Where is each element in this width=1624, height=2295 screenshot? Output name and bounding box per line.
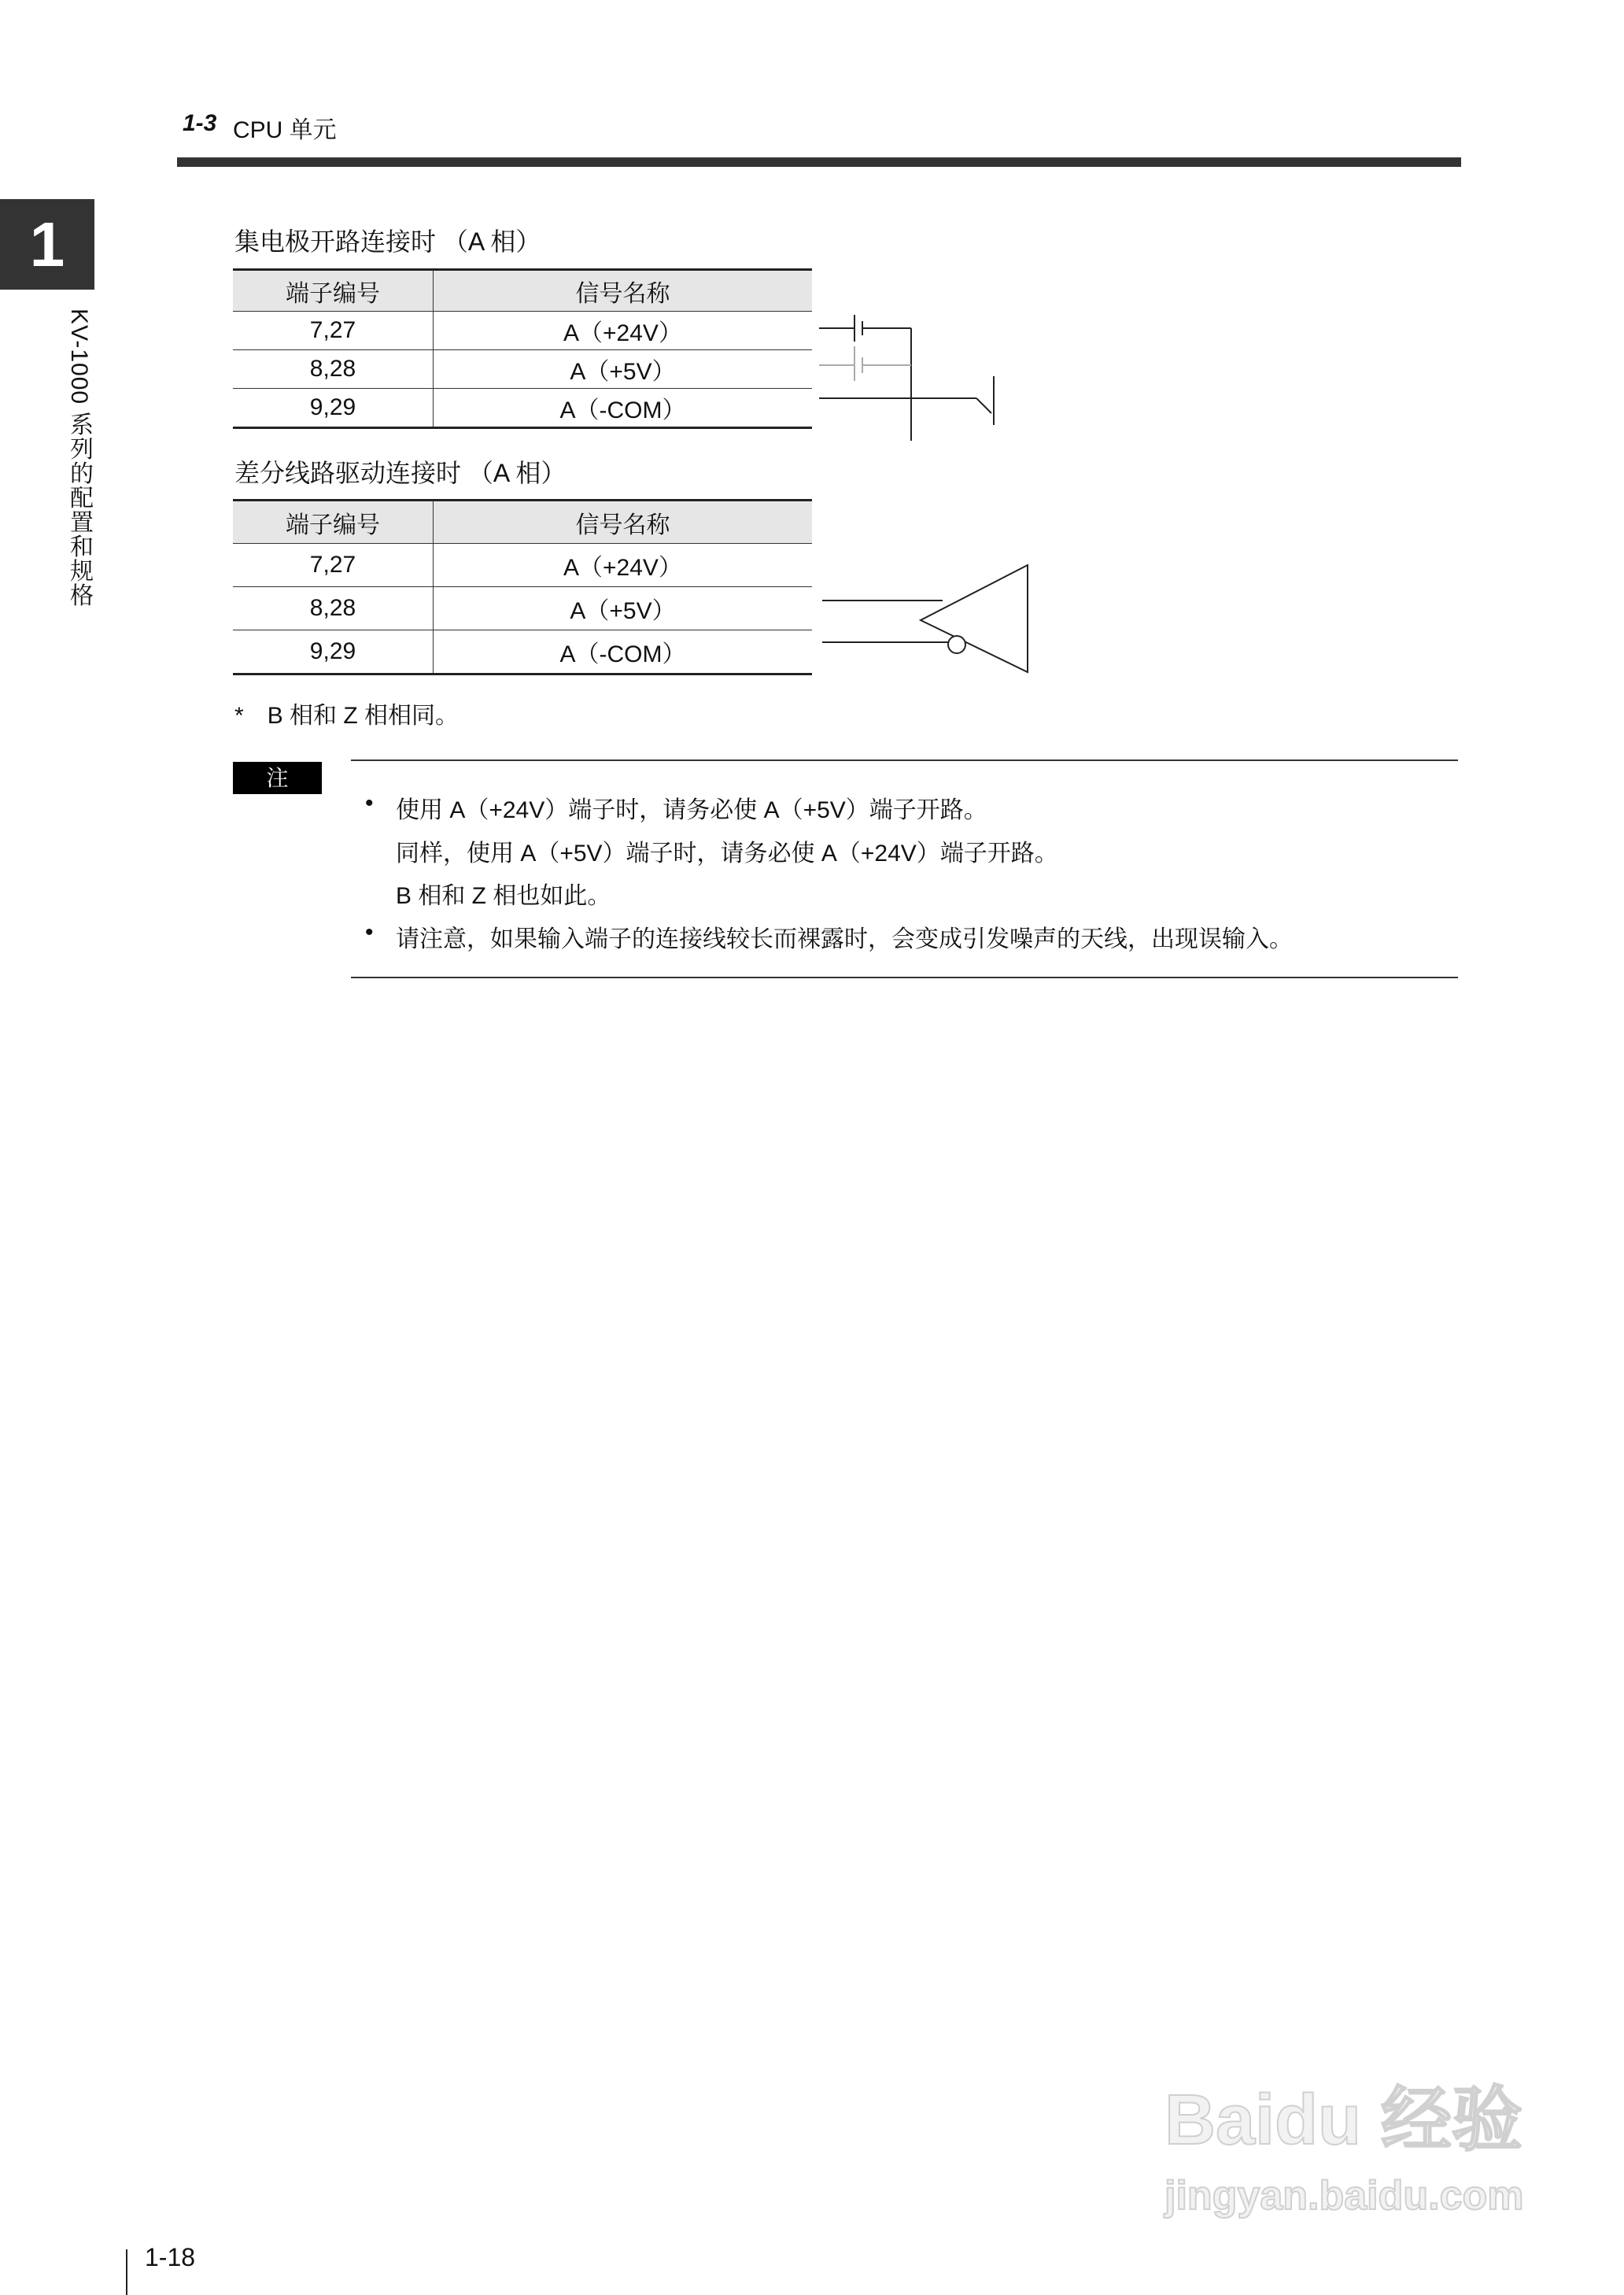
open-collector-diagram <box>817 315 1013 445</box>
column-header: 信号名称 <box>434 270 813 312</box>
open-collector-table <box>233 268 812 429</box>
terminal-cell: 9,29 <box>233 630 434 674</box>
table-row <box>233 587 812 630</box>
table-row <box>233 350 812 389</box>
note-line: 请注意，如果输入端子的连接线较长而裸露时，会变成引发噪声的天线，出现误输入。 <box>396 926 1293 952</box>
chapter-tab: 1 <box>0 199 94 290</box>
column-header: 信号名称 <box>434 501 813 544</box>
terminal-cell: 8,28 <box>233 587 434 630</box>
header-divider <box>177 157 1461 167</box>
differential-table <box>233 499 812 675</box>
table-row <box>233 312 812 350</box>
table-row <box>233 389 812 428</box>
signal-cell: A（+5V） <box>434 587 813 630</box>
signal-cell: A（-COM） <box>434 389 813 428</box>
table-row <box>233 544 812 587</box>
note-top-rule <box>351 759 1458 761</box>
line-driver-diagram <box>818 560 1035 678</box>
bullet-icon: • <box>365 790 374 816</box>
page-number: 1-18 <box>145 2243 196 2271</box>
bullet-icon: • <box>365 919 374 945</box>
page-number-divider <box>126 2249 127 2295</box>
signal-cell: A（+24V） <box>434 312 813 350</box>
section-title: CPU 单元 <box>233 117 337 143</box>
watermark-url: jingyan.baidu.com <box>1164 2173 1524 2219</box>
table-row <box>233 630 812 674</box>
column-header: 端子编号 <box>233 501 434 544</box>
footnote-text: B 相和 Z 相相同。 <box>267 703 460 729</box>
baidu-watermark <box>1164 2062 1524 2219</box>
note-line: 使用 A（+24V）端子时，请务必使 A（+5V）端子开路。 <box>396 797 987 823</box>
signal-cell: A（-COM） <box>434 630 813 674</box>
terminal-cell: 7,27 <box>233 544 434 587</box>
note-line: 同样，使用 A（+5V）端子时，请务必使 A（+24V）端子开路。 <box>396 841 1058 867</box>
terminal-cell: 8,28 <box>233 350 434 389</box>
note-bottom-rule <box>351 977 1458 978</box>
section-number: 1-3 <box>183 110 217 136</box>
footnote <box>234 696 459 730</box>
open-collector-title: 集电极开路连接时 （A 相） <box>234 227 541 256</box>
terminal-cell: 9,29 <box>233 389 434 428</box>
watermark-brand: Baidu 经验 <box>1164 2081 1523 2160</box>
note-label: 注 <box>233 762 322 794</box>
terminal-cell: 7,27 <box>233 312 434 350</box>
signal-cell: A（+5V） <box>434 350 813 389</box>
column-header: 端子编号 <box>233 270 434 312</box>
footnote-mark: * <box>234 703 244 729</box>
signal-cell: A（+24V） <box>434 544 813 587</box>
chapter-side-title: KV-1000 系列的配置和规格 <box>66 309 92 608</box>
differential-title: 差分线路驱动连接时 （A 相） <box>234 459 567 487</box>
note-line: B 相和 Z 相也如此。 <box>396 883 611 909</box>
